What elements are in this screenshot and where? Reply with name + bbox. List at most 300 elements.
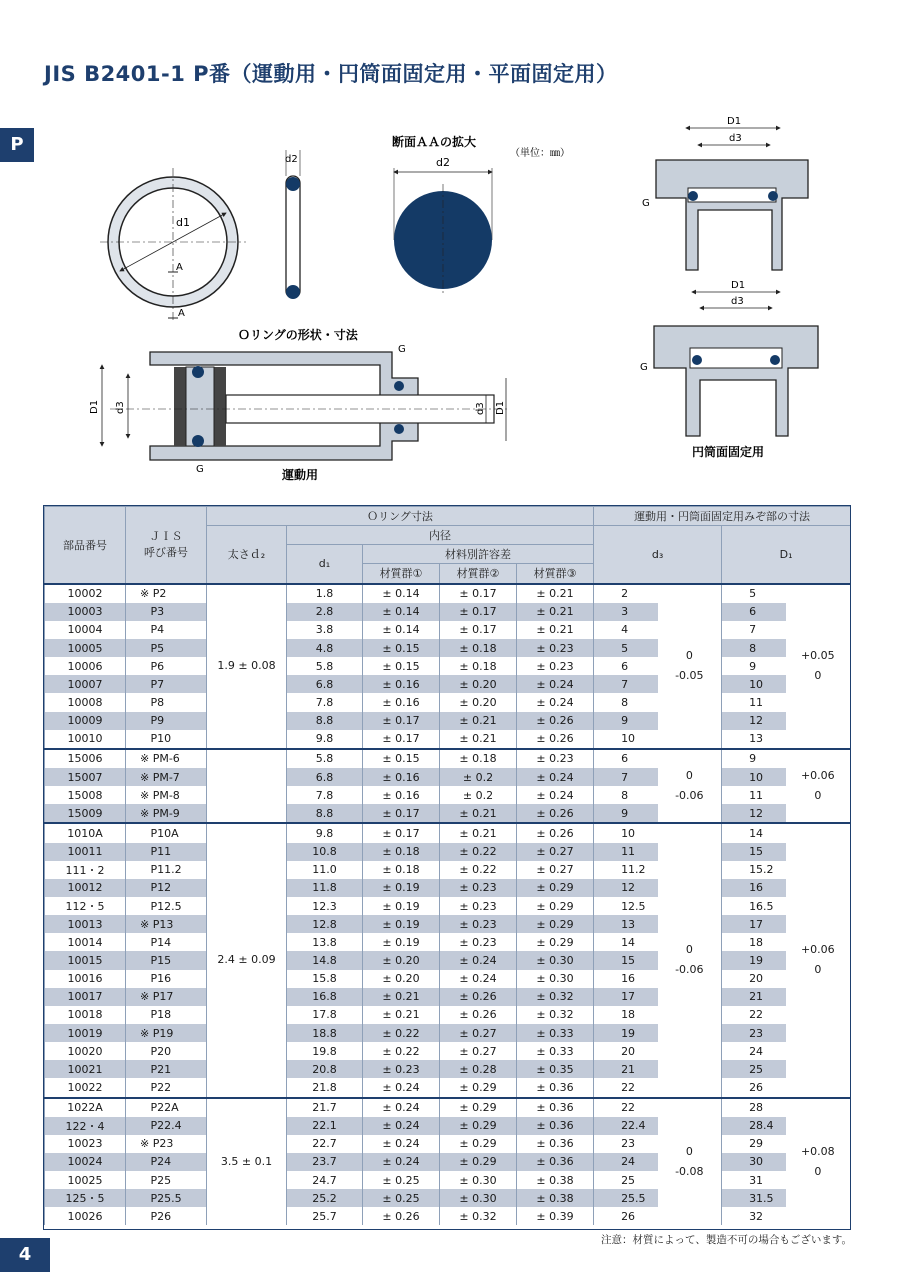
jis-label: P15 (140, 953, 172, 967)
cell-thickness: 1.9 ± 0.08 (207, 584, 287, 749)
jis-label: P12 (140, 881, 172, 895)
section-title: 断面ＡＡの拡大 (392, 135, 477, 149)
cell-d1: 12.8 (287, 915, 363, 933)
cell-thickness (207, 749, 287, 824)
cell-part: 10022 (45, 1078, 126, 1097)
table-row (45, 843, 851, 861)
label-a-top: A (176, 262, 183, 273)
cell-m3: ± 0.38 (517, 1171, 594, 1189)
static-caption: 円筒面固定用 (692, 445, 765, 459)
cell-part: 112・5 (45, 897, 126, 915)
cell-d1: 22.7 (287, 1135, 363, 1153)
cell-m1: ± 0.16 (363, 675, 440, 693)
cell-D1: 7 (722, 621, 786, 639)
cell-part: 10010 (45, 730, 126, 749)
cell-d1: 3.8 (287, 621, 363, 639)
cell-D1: 9 (722, 749, 786, 768)
jis-label: P22.4 (140, 1119, 182, 1133)
cell-d1: 6.8 (287, 768, 363, 786)
cell-m1: ± 0.22 (363, 1042, 440, 1060)
cell-m1: ± 0.22 (363, 1024, 440, 1042)
oring-caption: Ｏリングの形状・寸法 (238, 328, 358, 342)
cell-d1: 21.7 (287, 1098, 363, 1117)
cell-jis (126, 657, 207, 675)
cell-d1: 11.8 (287, 879, 363, 897)
jis-label: P5 (140, 641, 165, 655)
cell-d3: 20 (594, 1042, 658, 1060)
cell-m1: ± 0.25 (363, 1189, 440, 1207)
cell-d3: 10 (594, 823, 658, 842)
cell-D1: 17 (722, 915, 786, 933)
cell-d1: 15.8 (287, 970, 363, 988)
cell-m3: ± 0.21 (517, 584, 594, 603)
cell-D1: 29 (722, 1135, 786, 1153)
cell-d3: 23 (594, 1135, 658, 1153)
cell-d1: 8.8 (287, 804, 363, 823)
oring-side-view (285, 150, 300, 299)
table-row (45, 712, 851, 730)
cell-m2: ± 0.29 (440, 1135, 517, 1153)
label-d3-dyn: d3 (115, 401, 126, 414)
cell-jis (126, 693, 207, 711)
header-tol: 材料別許容差 (363, 545, 594, 564)
cell-d1: 11.0 (287, 861, 363, 879)
cell-d3: 2 (594, 584, 658, 603)
cell-jis (126, 1117, 207, 1135)
cell-jis (126, 1207, 207, 1225)
cell-D1: 15.2 (722, 861, 786, 879)
cell-d3: 4 (594, 621, 658, 639)
cell-m2: ± 0.27 (440, 1024, 517, 1042)
cell-d1: 16.8 (287, 988, 363, 1006)
cell-m1: ± 0.21 (363, 988, 440, 1006)
cell-m3: ± 0.21 (517, 603, 594, 621)
label-d3-rod: d3 (475, 402, 486, 415)
header-thickness: 太さｄ₂ (207, 526, 287, 584)
cell-part: 10020 (45, 1042, 126, 1060)
header-m3: 材質群③ (517, 564, 594, 584)
jis-label: P20 (140, 1044, 172, 1058)
cell-d1: 14.8 (287, 951, 363, 969)
header-inner: 内径 (287, 526, 594, 545)
jis-label: ※ P2 (140, 587, 167, 601)
cell-d3: 6 (594, 657, 658, 675)
cell-m2: ± 0.32 (440, 1207, 517, 1225)
cell-D1: 6 (722, 603, 786, 621)
cell-d3: 19 (594, 1024, 658, 1042)
label-g-dyn2: G (196, 464, 204, 475)
label-a-bottom: A (178, 308, 185, 319)
jis-label: P25 (140, 1173, 172, 1187)
cell-d3: 13 (594, 915, 658, 933)
table-row (45, 639, 851, 657)
cell-jis (126, 639, 207, 657)
cell-jis (126, 786, 207, 804)
cell-d1: 21.8 (287, 1078, 363, 1097)
cell-d3: 5 (594, 639, 658, 657)
cell-D1: 28.4 (722, 1117, 786, 1135)
cell-m1: ± 0.16 (363, 768, 440, 786)
table-row (45, 970, 851, 988)
cell-jis (126, 1060, 207, 1078)
table-row (45, 951, 851, 969)
cell-D1: 10 (722, 768, 786, 786)
cell-part: 10012 (45, 879, 126, 897)
cell-d1: 10.8 (287, 843, 363, 861)
cell-m1: ± 0.23 (363, 1060, 440, 1078)
cell-m2: ± 0.2 (440, 768, 517, 786)
cell-m3: ± 0.29 (517, 933, 594, 951)
cell-m2: ± 0.27 (440, 1042, 517, 1060)
cell-m3: ± 0.33 (517, 1024, 594, 1042)
cell-part: 10011 (45, 843, 126, 861)
cell-d3: 17 (594, 988, 658, 1006)
cell-part: 10018 (45, 1006, 126, 1024)
table-row (45, 897, 851, 915)
jis-label: ※ PM-7 (140, 770, 180, 784)
label-d2-side: d2 (285, 154, 298, 165)
cell-m3: ± 0.32 (517, 1006, 594, 1024)
cell-jis (126, 804, 207, 823)
cell-d3: 8 (594, 786, 658, 804)
cell-part: 15008 (45, 786, 126, 804)
cell-D1: 12 (722, 712, 786, 730)
cell-jis (126, 603, 207, 621)
dynamic-assembly (89, 327, 510, 482)
jis-label: P6 (140, 659, 165, 673)
cell-m2: ± 0.17 (440, 584, 517, 603)
table-row (45, 933, 851, 951)
cell-m3: ± 0.38 (517, 1189, 594, 1207)
cell-d3: 14 (594, 933, 658, 951)
cell-d1: 7.8 (287, 786, 363, 804)
cell-m2: ± 0.29 (440, 1153, 517, 1171)
cell-m3: ± 0.23 (517, 749, 594, 768)
cell-D1: 10 (722, 675, 786, 693)
cell-d3: 3 (594, 603, 658, 621)
cell-m1: ± 0.17 (363, 804, 440, 823)
dynamic-caption: 運動用 (282, 468, 319, 482)
table-row (45, 675, 851, 693)
cell-m1: ± 0.24 (363, 1078, 440, 1097)
cell-d3: 9 (594, 712, 658, 730)
row-group (45, 823, 851, 1097)
cell-jis (126, 1078, 207, 1097)
cell-m3: ± 0.29 (517, 879, 594, 897)
footer-note: 注意：材質によって、製造不可の場合もございます。 (601, 1234, 852, 1246)
cell-part: 10025 (45, 1171, 126, 1189)
table-row (45, 1098, 851, 1117)
cell-m1: ± 0.19 (363, 897, 440, 915)
cell-D1-tolerance: +0.06 0 (786, 823, 851, 1097)
cell-m1: ± 0.20 (363, 951, 440, 969)
label-d1: d1 (176, 216, 190, 229)
cell-part: 10014 (45, 933, 126, 951)
cell-d1: 25.2 (287, 1189, 363, 1207)
header-D1: D₁ (722, 526, 851, 584)
cell-D1: 25 (722, 1060, 786, 1078)
cell-m1: ± 0.14 (363, 584, 440, 603)
cell-jis (126, 749, 207, 768)
cell-m2: ± 0.17 (440, 603, 517, 621)
table-row (45, 915, 851, 933)
technical-drawings (0, 100, 900, 490)
cell-jis (126, 1098, 207, 1117)
cell-D1-tolerance: +0.06 0 (786, 749, 851, 824)
static-assembly-bottom (640, 280, 818, 459)
table-row (45, 1078, 851, 1097)
cell-D1: 13 (722, 730, 786, 749)
cell-D1: 22 (722, 1006, 786, 1024)
cell-m3: ± 0.36 (517, 1098, 594, 1117)
table-row (45, 768, 851, 786)
table-row (45, 621, 851, 639)
page-number: 4 (0, 1238, 50, 1272)
cell-d3: 11 (594, 843, 658, 861)
table-row (45, 1117, 851, 1135)
cell-d1: 7.8 (287, 693, 363, 711)
cell-m3: ± 0.30 (517, 951, 594, 969)
table-row (45, 786, 851, 804)
cell-m3: ± 0.36 (517, 1153, 594, 1171)
cell-m1: ± 0.26 (363, 1207, 440, 1225)
cell-m1: ± 0.15 (363, 639, 440, 657)
cell-m1: ± 0.15 (363, 749, 440, 768)
cell-m2: ± 0.17 (440, 621, 517, 639)
cell-m3: ± 0.30 (517, 970, 594, 988)
cell-jis (126, 712, 207, 730)
cell-m2: ± 0.29 (440, 1098, 517, 1117)
cell-m2: ± 0.21 (440, 712, 517, 730)
cell-m2: ± 0.26 (440, 988, 517, 1006)
cell-part: 10015 (45, 951, 126, 969)
header-d1: d₁ (287, 545, 363, 584)
cell-m2: ± 0.26 (440, 1006, 517, 1024)
jis-label: P10 (140, 732, 172, 746)
page-title: JIS B2401-1 P番（運動用・円筒面固定用・平面固定用） (44, 62, 618, 86)
cell-m3: ± 0.32 (517, 988, 594, 1006)
spec-table (44, 506, 851, 1225)
cell-m3: ± 0.26 (517, 712, 594, 730)
cell-d3: 7 (594, 768, 658, 786)
cell-m3: ± 0.39 (517, 1207, 594, 1225)
table-row (45, 1189, 851, 1207)
jis-label: P8 (140, 695, 165, 709)
cell-d3: 10 (594, 730, 658, 749)
cell-d1: 6.8 (287, 675, 363, 693)
cell-m1: ± 0.14 (363, 603, 440, 621)
cell-m1: ± 0.18 (363, 861, 440, 879)
cell-jis (126, 768, 207, 786)
cell-m3: ± 0.21 (517, 621, 594, 639)
cell-m2: ± 0.18 (440, 639, 517, 657)
cell-D1: 11 (722, 786, 786, 804)
cell-part: 10021 (45, 1060, 126, 1078)
cell-part: 15009 (45, 804, 126, 823)
cell-d3: 25.5 (594, 1189, 658, 1207)
cell-jis (126, 879, 207, 897)
table-row (45, 1135, 851, 1153)
cell-m1: ± 0.14 (363, 621, 440, 639)
cell-D1: 15 (722, 843, 786, 861)
cell-jis (126, 675, 207, 693)
jis-label: P11 (140, 845, 172, 859)
cell-part: 10008 (45, 693, 126, 711)
table-row (45, 1207, 851, 1225)
table-row (45, 1171, 851, 1189)
header-m1: 材質群① (363, 564, 440, 584)
oring-front-view (100, 168, 246, 320)
cell-d3: 9 (594, 804, 658, 823)
cell-m2: ± 0.18 (440, 749, 517, 768)
jis-label: P4 (140, 623, 165, 637)
cell-part: 10004 (45, 621, 126, 639)
label-d3-st1: d3 (729, 133, 742, 144)
cell-thickness: 2.4 ± 0.09 (207, 823, 287, 1097)
cell-part: 10009 (45, 712, 126, 730)
cell-jis (126, 933, 207, 951)
cell-m3: ± 0.35 (517, 1060, 594, 1078)
row-group (45, 749, 851, 824)
cell-d1: 22.1 (287, 1117, 363, 1135)
cell-m1: ± 0.17 (363, 712, 440, 730)
cell-m3: ± 0.24 (517, 693, 594, 711)
cell-D1: 8 (722, 639, 786, 657)
cell-d1: 19.8 (287, 1042, 363, 1060)
cell-D1: 21 (722, 988, 786, 1006)
cell-jis (126, 584, 207, 603)
cell-D1: 9 (722, 657, 786, 675)
jis-label: ※ P17 (140, 990, 174, 1004)
jis-label: P26 (140, 1209, 172, 1223)
table-row (45, 879, 851, 897)
cell-jis (126, 951, 207, 969)
cell-D1: 18 (722, 933, 786, 951)
cell-d1: 9.8 (287, 730, 363, 749)
cell-jis (126, 1153, 207, 1171)
cell-D1: 24 (722, 1042, 786, 1060)
cell-m1: ± 0.17 (363, 730, 440, 749)
cell-d3-tolerance: 0 -0.06 (658, 823, 722, 1097)
row-group (45, 584, 851, 749)
cell-jis (126, 988, 207, 1006)
cell-part: 10016 (45, 970, 126, 988)
cell-d1: 5.8 (287, 657, 363, 675)
cell-m2: ± 0.20 (440, 675, 517, 693)
cell-part: 111・2 (45, 861, 126, 879)
table-row (45, 988, 851, 1006)
cell-m1: ± 0.24 (363, 1117, 440, 1135)
cell-D1: 12 (722, 804, 786, 823)
jis-label: P9 (140, 714, 165, 728)
cell-d1: 20.8 (287, 1060, 363, 1078)
cell-d1: 4.8 (287, 639, 363, 657)
label-g-st2: G (640, 362, 648, 373)
cell-m2: ± 0.24 (440, 970, 517, 988)
cell-m1: ± 0.20 (363, 970, 440, 988)
cell-d3: 22 (594, 1098, 658, 1117)
cell-d1: 2.8 (287, 603, 363, 621)
cell-d3: 24 (594, 1153, 658, 1171)
table-row (45, 1024, 851, 1042)
cell-D1: 19 (722, 951, 786, 969)
cell-jis (126, 1024, 207, 1042)
cell-d3: 15 (594, 951, 658, 969)
label-g-dyn: G (398, 344, 406, 355)
cell-d3: 21 (594, 1060, 658, 1078)
cell-m2: ± 0.23 (440, 879, 517, 897)
label-g-st1: G (642, 198, 650, 209)
cell-part: 122・4 (45, 1117, 126, 1135)
cell-part: 10013 (45, 915, 126, 933)
jis-label: ※ P23 (140, 1137, 174, 1151)
cell-d3: 12 (594, 879, 658, 897)
cell-m3: ± 0.29 (517, 897, 594, 915)
cell-m2: ± 0.21 (440, 823, 517, 842)
cell-part: 10017 (45, 988, 126, 1006)
cell-m3: ± 0.26 (517, 730, 594, 749)
cell-m3: ± 0.27 (517, 843, 594, 861)
cell-D1: 20 (722, 970, 786, 988)
cell-part: 10003 (45, 603, 126, 621)
cell-m2: ± 0.21 (440, 730, 517, 749)
static-assembly-top (642, 116, 808, 270)
cell-part: 10007 (45, 675, 126, 693)
cell-D1: 31.5 (722, 1189, 786, 1207)
section-tab: P (0, 128, 34, 162)
label-D1-rod: D1 (495, 400, 506, 415)
table-row (45, 1060, 851, 1078)
cell-m3: ± 0.36 (517, 1135, 594, 1153)
cell-D1-tolerance: +0.08 0 (786, 1098, 851, 1226)
cell-D1: 16.5 (722, 897, 786, 915)
cell-m3: ± 0.26 (517, 804, 594, 823)
cell-jis (126, 730, 207, 749)
cell-m1: ± 0.19 (363, 915, 440, 933)
table-row (45, 1042, 851, 1060)
cell-m2: ± 0.2 (440, 786, 517, 804)
cell-d3: 6 (594, 749, 658, 768)
cell-d3: 11.2 (594, 861, 658, 879)
cell-jis (126, 843, 207, 861)
jis-label: P25.5 (140, 1191, 182, 1205)
cell-m2: ± 0.29 (440, 1078, 517, 1097)
table-row (45, 730, 851, 749)
table-row (45, 804, 851, 823)
cell-m2: ± 0.28 (440, 1060, 517, 1078)
cell-m1: ± 0.24 (363, 1135, 440, 1153)
cell-D1: 30 (722, 1153, 786, 1171)
cell-d1: 1.8 (287, 584, 363, 603)
cell-m2: ± 0.20 (440, 693, 517, 711)
cell-jis (126, 1171, 207, 1189)
cell-m1: ± 0.16 (363, 693, 440, 711)
jis-label: ※ P13 (140, 917, 174, 931)
cell-m3: ± 0.23 (517, 657, 594, 675)
cell-m3: ± 0.36 (517, 1117, 594, 1135)
cell-m2: ± 0.23 (440, 933, 517, 951)
label-d3-st2: d3 (731, 296, 744, 307)
jis-label: P3 (140, 605, 165, 619)
cell-jis (126, 897, 207, 915)
cell-m1: ± 0.25 (363, 1171, 440, 1189)
cell-m3: ± 0.24 (517, 786, 594, 804)
cell-part: 10019 (45, 1024, 126, 1042)
cell-part: 10002 (45, 584, 126, 603)
cell-D1: 16 (722, 879, 786, 897)
header-m2: 材質群② (440, 564, 517, 584)
table-row (45, 584, 851, 603)
